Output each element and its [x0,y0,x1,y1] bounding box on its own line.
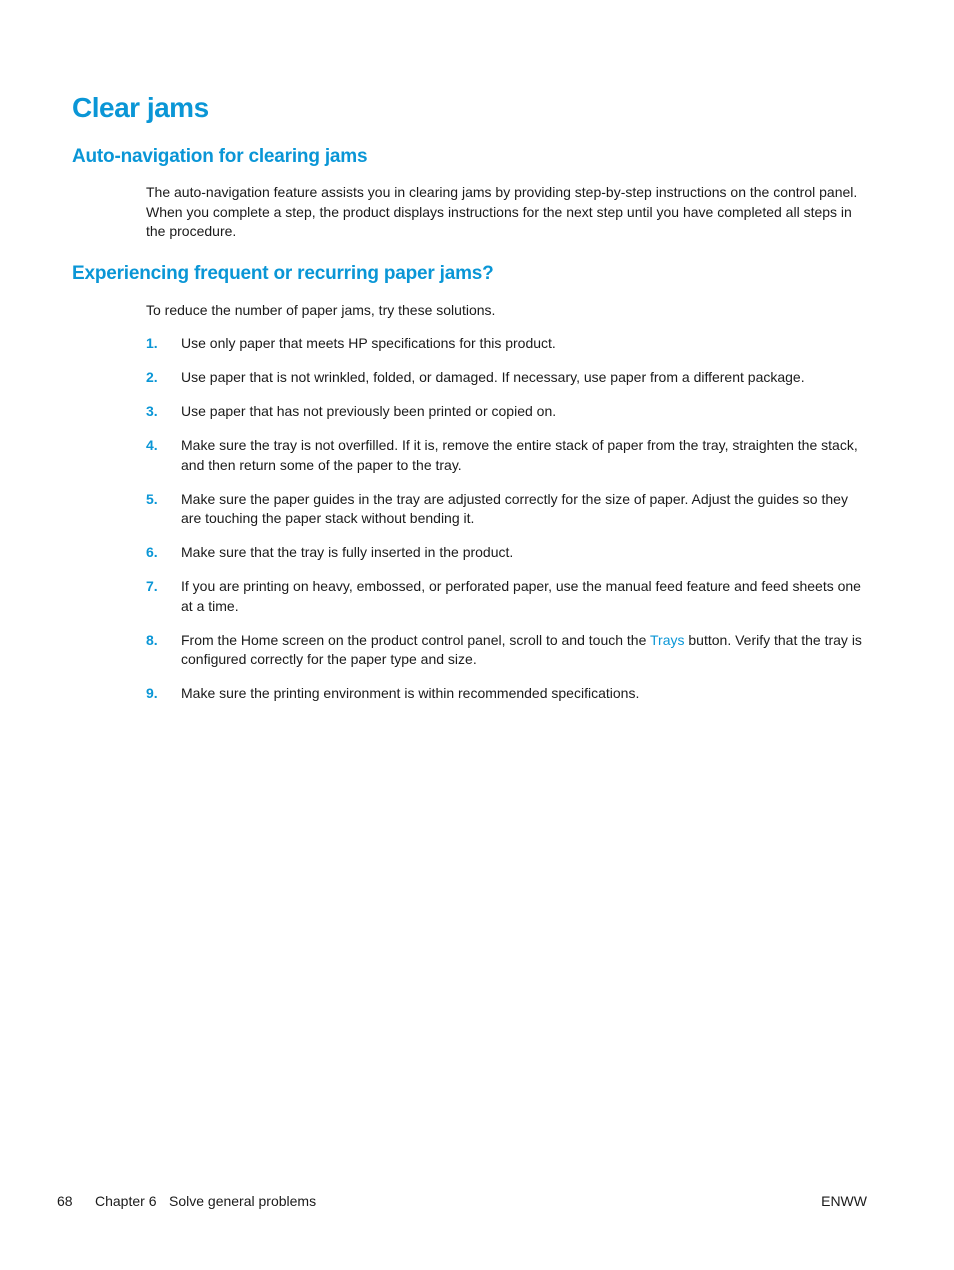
list-item [146,368,868,388]
step-number: 5. [146,490,158,507]
list-item [146,402,868,422]
list-item [146,577,868,616]
solutions-list [146,334,868,718]
step-text: Use only paper that meets HP specifications for this product. [181,335,556,351]
step-number: 4. [146,437,158,453]
list-item [146,436,868,475]
step-number: 1. [146,335,158,351]
step-text: Use paper that is not wrinkled, folded, or damaged. If necessary, use paper from a different package. [181,369,805,385]
footer-page-number: 68 [57,1193,73,1209]
list-item [146,490,868,529]
trays-link[interactable]: Trays [650,631,685,648]
footer-document-code: ENWW [821,1193,867,1209]
step-text: Use paper that has not previously been printed or copied on. [181,403,557,419]
step-number: 8. [146,631,158,648]
step-number: 7. [146,578,158,594]
list-item [146,334,868,354]
step-text-before: From the Home screen on the product control panel, scroll to and touch the [181,631,647,648]
section-heading-recurring-jams: Experiencing frequent or recurring paper jams? [72,263,494,284]
list-item [146,543,868,563]
step-text: If you are printing on heavy, embossed, or perforated paper, use the manual feed feature and feed sheets one at a time. [181,578,861,614]
list-item [146,631,868,670]
step-number: 9. [146,685,158,701]
step-text: Make sure the paper guides in the tray are adjusted correctly for the size of paper. Adjust the guides so they are touching the paper stack without bending it. [181,490,848,526]
step-number: 3. [146,403,158,419]
step-number: 2. [146,369,158,385]
step-text: Make sure that the tray is fully inserted in the product. [181,544,514,560]
footer-chapter-title: Solve general problems [169,1193,317,1209]
footer-chapter: Chapter 6 [95,1193,157,1209]
step-text: Make sure the printing environment is within recommended specifications. [181,685,640,701]
auto-navigation-paragraph: The auto-navigation feature assists you in clearing jams by providing step-by-step instructions on the control panel. When you complete a step, the product displays instructions for the next step until you have completed all steps in the procedure. [146,184,858,239]
step-number: 6. [146,544,158,560]
page-title: Clear jams [72,92,209,123]
recurring-jams-intro: To reduce the number of paper jams, try these solutions. [146,302,496,318]
list-item [146,684,868,704]
step-text-after: button. Verify that the tray is configured correctly for the paper type and size. [181,631,862,667]
step-text: Make sure the tray is not overfilled. If it is, remove the entire stack of paper from the tray, straighten the stack, and then return some of the paper to the tray. [181,437,858,473]
section-heading-auto-navigation: Auto-navigation for clearing jams [72,146,368,167]
